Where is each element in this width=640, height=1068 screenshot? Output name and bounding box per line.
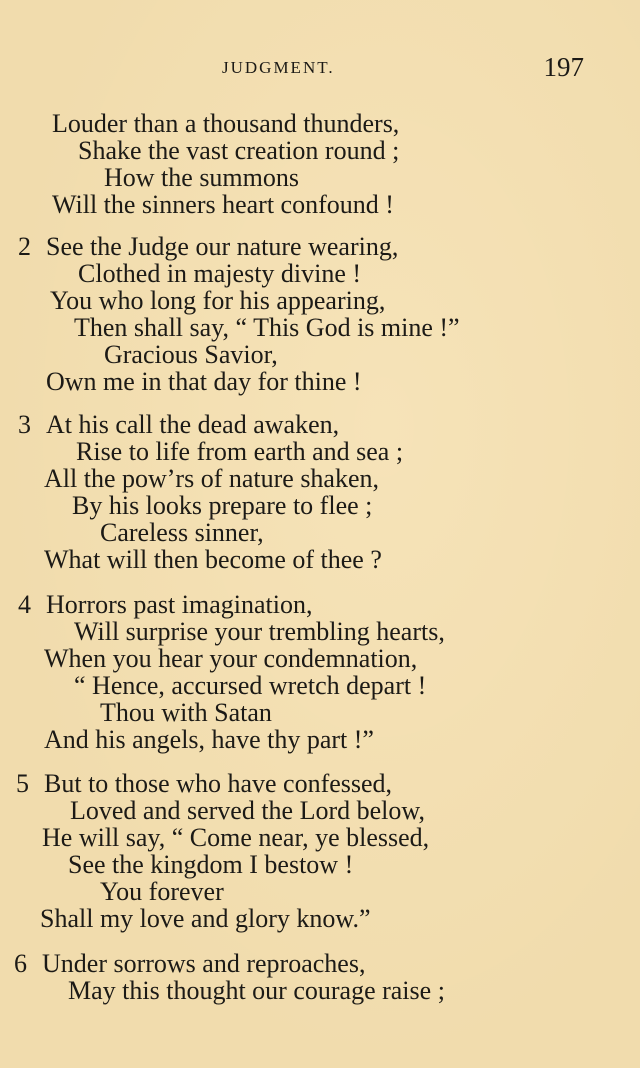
verse-line: Rise to life from earth and sea ; bbox=[76, 437, 404, 466]
verse-line: Will the sinners heart confound ! bbox=[52, 190, 394, 219]
verse-line: Loved and served the Lord below, bbox=[70, 796, 425, 825]
verse-line: You forever bbox=[100, 877, 224, 906]
verse-line: Thou with Satan bbox=[100, 698, 272, 727]
verse-number: 3 bbox=[18, 410, 31, 439]
running-title: JUDGMENT. bbox=[222, 58, 335, 77]
verse-line: Under sorrows and reproaches, bbox=[42, 949, 366, 978]
verse-line: Will surprise your trembling hearts, bbox=[74, 617, 445, 646]
verse-line: Then shall say, “ This God is mine !” bbox=[74, 313, 460, 342]
verse-line: Shake the vast creation round ; bbox=[78, 136, 400, 165]
verse-number: 2 bbox=[18, 232, 31, 261]
verse-line: By his looks prepare to flee ; bbox=[72, 491, 373, 520]
verse-line: Shall my love and glory know.” bbox=[40, 904, 371, 933]
verse-line: May this thought our courage raise ; bbox=[68, 976, 445, 1005]
verse-line: He will say, “ Come near, ye blessed, bbox=[42, 823, 430, 852]
verse-line: Horrors past imagination, bbox=[46, 590, 313, 619]
verse-line: You who long for his appearing, bbox=[50, 286, 386, 315]
verse-line: See the kingdom I bestow ! bbox=[68, 850, 354, 879]
verse-line: “ Hence, accursed wretch depart ! bbox=[74, 671, 427, 700]
verse-line: Careless sinner, bbox=[100, 518, 264, 547]
page-number: 197 bbox=[543, 52, 584, 82]
verse-line: At his call the dead awaken, bbox=[46, 410, 340, 439]
verse-line: Louder than a thousand thunders, bbox=[52, 109, 400, 138]
verse-line: How the summons bbox=[104, 163, 299, 192]
page-header bbox=[0, 52, 640, 82]
verse-line: And his angels, have thy part !” bbox=[44, 725, 374, 754]
verse-number: 5 bbox=[16, 769, 29, 798]
verse-number: 6 bbox=[14, 949, 27, 978]
verse-line: Clothed in majesty divine ! bbox=[78, 259, 362, 288]
verse-line: What will then become of thee ? bbox=[44, 545, 382, 574]
verse-line: But to those who have confessed, bbox=[44, 769, 393, 798]
verse-line: All the pow’rs of nature shaken, bbox=[44, 464, 380, 493]
verse-line: See the Judge our nature wearing, bbox=[46, 232, 399, 261]
verse-line: Gracious Savior, bbox=[104, 340, 278, 369]
verse-line: Own me in that day for thine ! bbox=[46, 367, 362, 396]
verse-number: 4 bbox=[18, 590, 31, 619]
verse-line: When you hear your condemnation, bbox=[44, 644, 418, 673]
